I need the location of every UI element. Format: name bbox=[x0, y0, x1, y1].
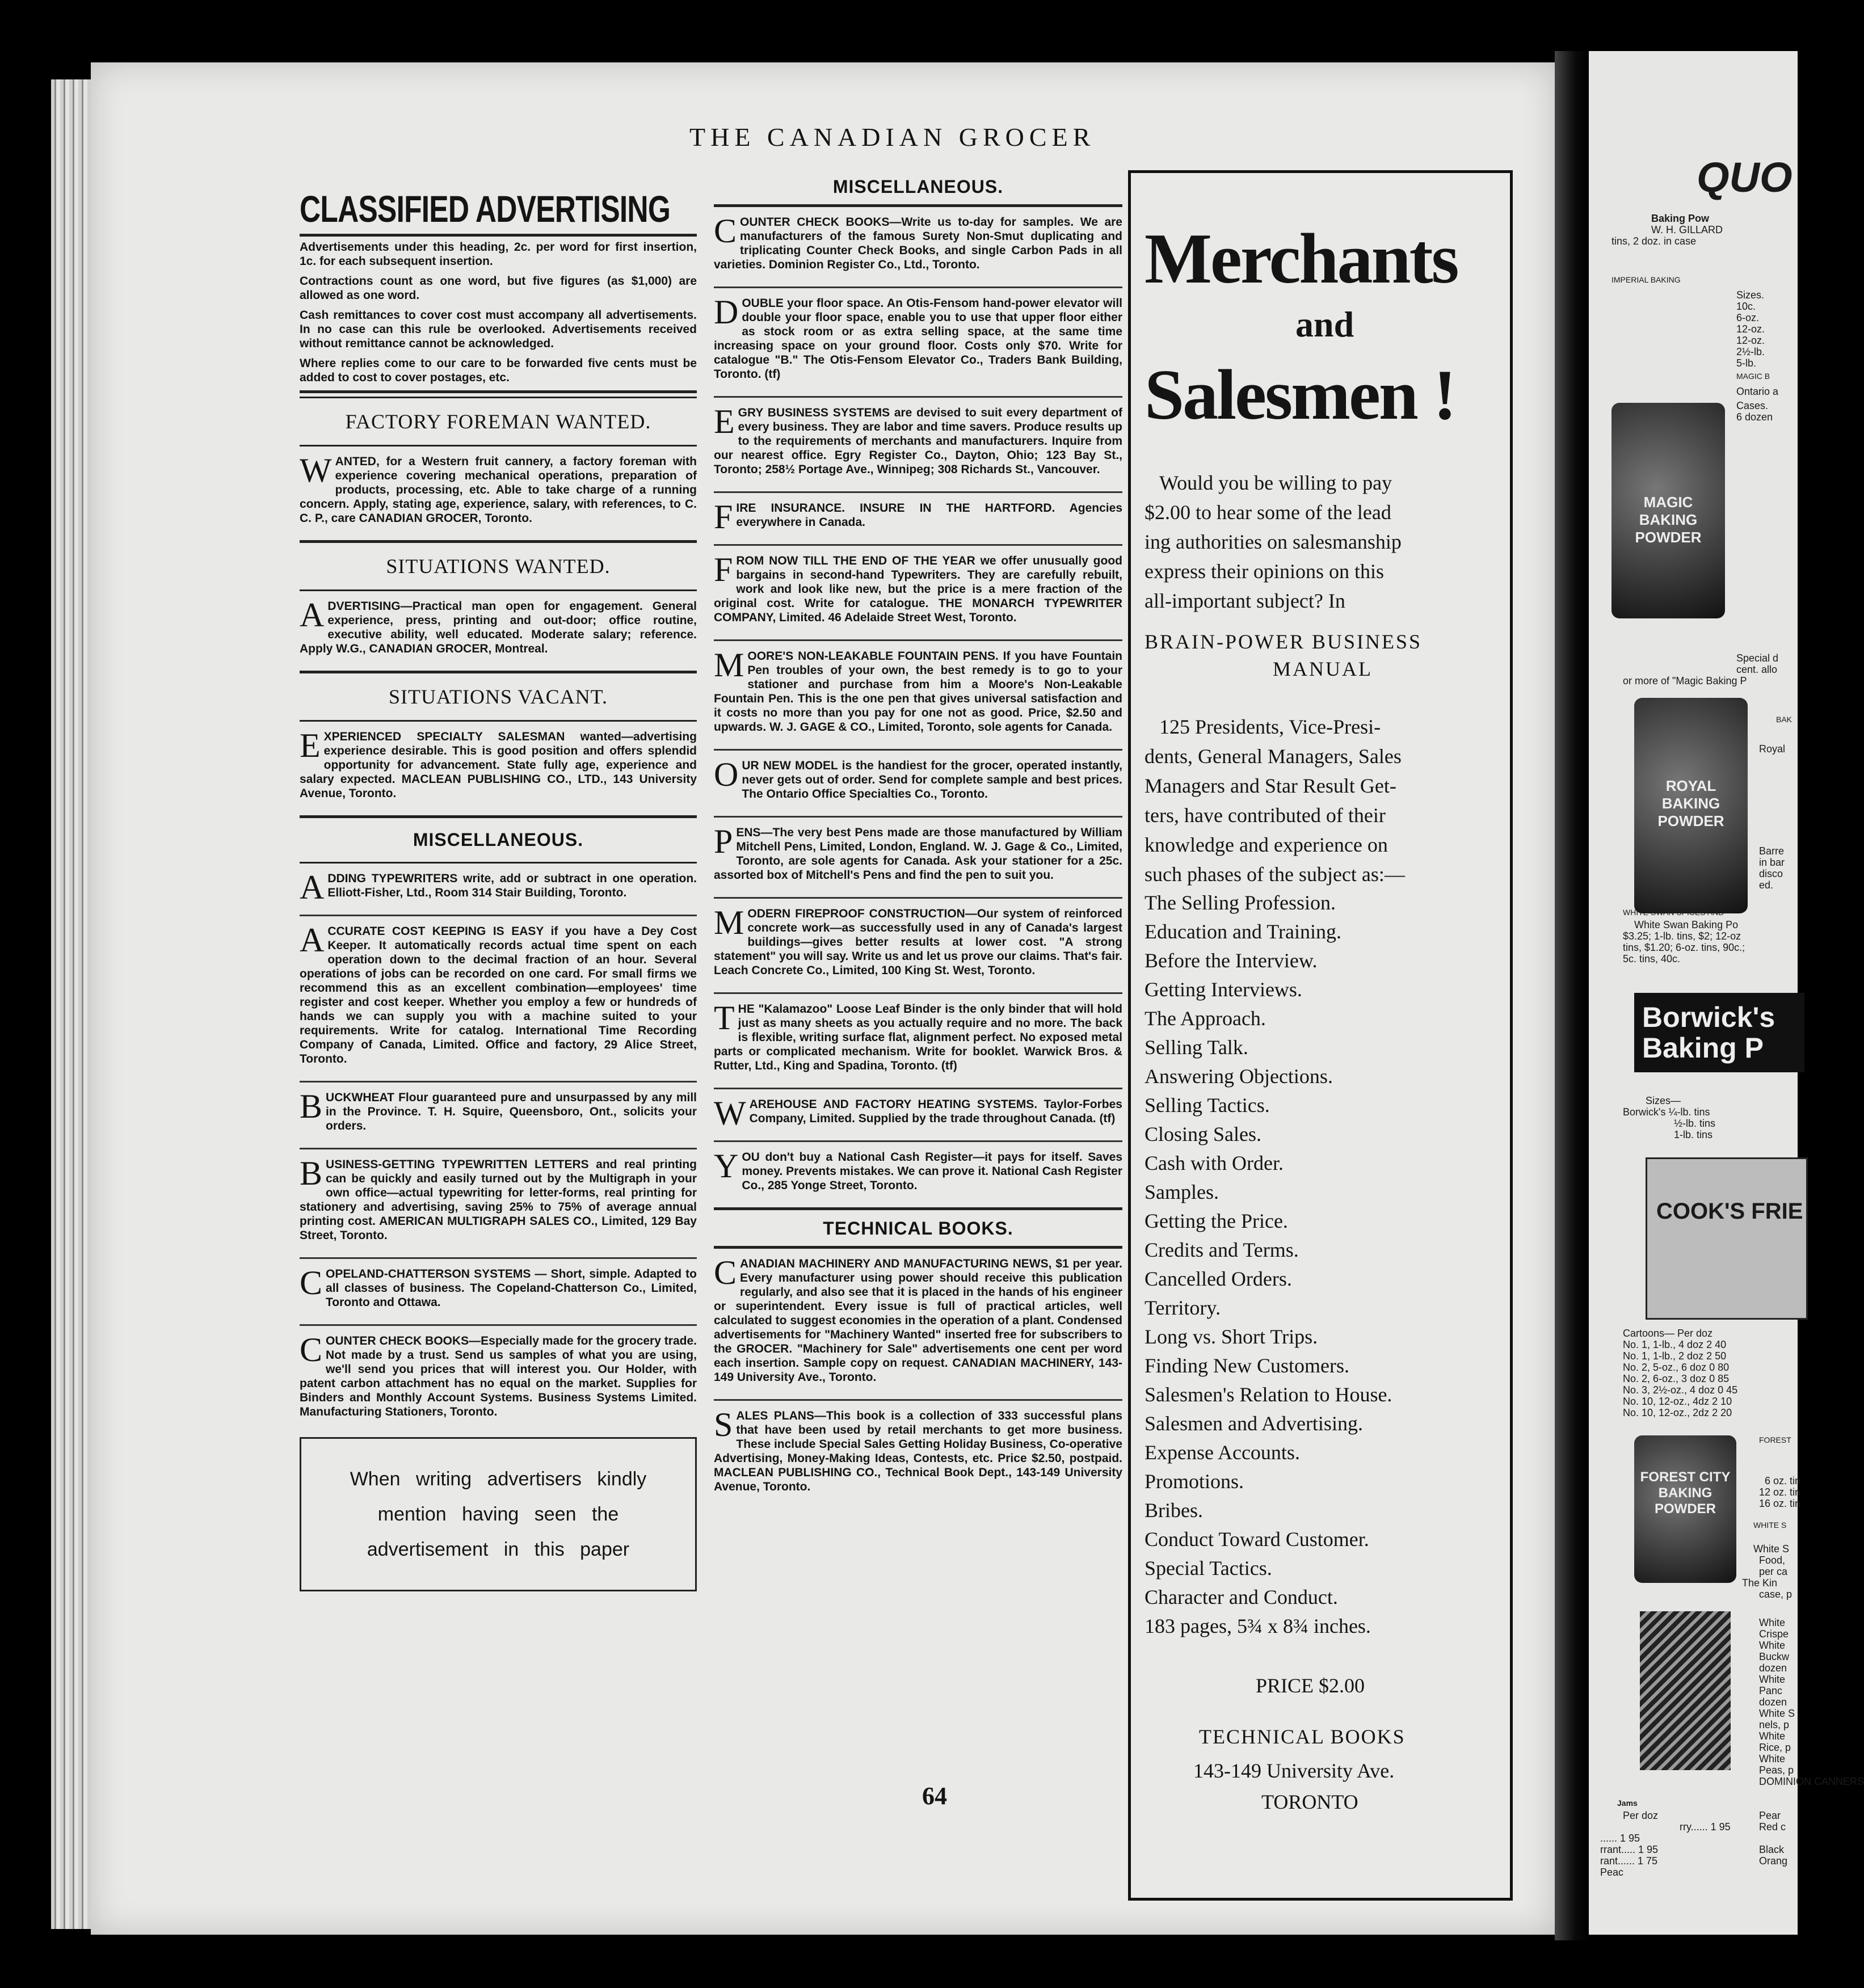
divider bbox=[300, 234, 697, 237]
ad-text: AREHOUSE AND FACTORY HEATING SYSTEMS. Taylor-Forbes Company, Limited. Supplied by the trade throughout Canada. (tf) bbox=[749, 1098, 1122, 1125]
topic-item: Selling Talk. bbox=[1145, 1036, 1248, 1059]
intro-paragraph: Contractions count as one word, but five figures (as $1,000) are allowed as one word. bbox=[300, 275, 697, 302]
price-line: Peac bbox=[1600, 1867, 1624, 1878]
topic-item: Conduct Toward Customer. bbox=[1145, 1528, 1369, 1551]
classified-ad bbox=[300, 727, 697, 807]
price-line: 12-oz. bbox=[1736, 335, 1765, 346]
classified-heading: CLASSIFIED ADVERTISING bbox=[300, 188, 671, 230]
miscellaneous-column bbox=[714, 173, 1122, 1509]
price-line: No. 10, 12-oz., 4dz 2 10 bbox=[1623, 1396, 1732, 1407]
topic-item: Answering Objections. bbox=[1145, 1065, 1333, 1088]
divider bbox=[300, 720, 697, 722]
section-heading: SITUATIONS VACANT. bbox=[388, 685, 608, 708]
cooks-friend-label: COOK'S FRIE bbox=[1656, 1199, 1803, 1224]
ad-title-and: and bbox=[1295, 304, 1354, 344]
royal-baking-powder-can bbox=[1634, 698, 1748, 913]
ad-text: ANTED, for a Western fruit cannery, a factory foreman with experience covering mechanical operations, preparation of products, processing, etc. Able to take charge of a running concern. Apply, stating age, experience, salary, with references, to C. C. P., care CANADIAN GROCER, Toronto. bbox=[300, 455, 697, 525]
divider bbox=[300, 390, 697, 393]
classified-ad bbox=[714, 1147, 1122, 1199]
price-line: Panc bbox=[1759, 1685, 1783, 1696]
drop-cap: B bbox=[300, 1155, 323, 1192]
ad-text: ENS—The very best Pens made are those manufactured by William Mitchell Pens, Limited, London, England. W. J. Gage & Co., Limited, Toronto, are sole agents for Canada. Ask your stationer for a 25c. assorted box of Mitchell's Pens and find the pen to suit you. bbox=[714, 826, 1122, 882]
classified-ad bbox=[714, 1406, 1122, 1501]
drop-cap: P bbox=[714, 823, 733, 860]
section-heading: FACTORY FOREMAN WANTED. bbox=[345, 410, 651, 433]
price-line: Peas, p bbox=[1759, 1764, 1794, 1776]
drop-cap: A bbox=[300, 596, 325, 634]
price-line: Barre bbox=[1759, 845, 1785, 857]
divider bbox=[714, 287, 1122, 288]
price-line: White bbox=[1759, 1730, 1786, 1742]
price-line: Special d bbox=[1736, 652, 1779, 664]
ad-text: OORE'S NON-LEAKABLE FOUNTAIN PENS. If you have Fountain Pen troubles of your own, the best remedy is to go to your stationer and purchase from him a Moore's Non-Leakable Fountain Pen. This is the one pen that gives universal satisfaction and it costs no more than you pay for one not as good. Price, $2.50 and upwards. W. J. GAGE & CO., Limited, Toronto, sole agents for Canada. bbox=[714, 650, 1122, 734]
topic-item: Salesmen's Relation to House. bbox=[1145, 1383, 1392, 1406]
ad-text: UCKWHEAT Flour guaranteed pure and unsurpassed by any mill in the Province. T. H. Squire, Queensboro, Ont., solicits your orders. bbox=[326, 1091, 697, 1132]
divider bbox=[300, 815, 697, 818]
topic-item: Credits and Terms. bbox=[1145, 1239, 1299, 1261]
divider bbox=[714, 204, 1122, 207]
price-line: tins, 2 doz. in case bbox=[1611, 235, 1697, 247]
advertiser-notice-box: When writing advertisers kindly mention having seen the advertisement in this paper bbox=[300, 1437, 697, 1591]
topic-item: Cancelled Orders. bbox=[1145, 1267, 1292, 1290]
ad-body-line: ters, have contributed of their bbox=[1145, 804, 1386, 827]
price-line: No. 2, 6-oz., 3 doz 0 85 bbox=[1623, 1373, 1730, 1384]
price-line: FOREST bbox=[1759, 1435, 1791, 1444]
classified-ad bbox=[300, 1157, 697, 1249]
divider bbox=[714, 544, 1122, 546]
divider bbox=[714, 816, 1122, 818]
drop-cap: C bbox=[300, 1264, 323, 1302]
classified-ad bbox=[714, 403, 1122, 483]
price-line: tins, $1.20; 6-oz. tins, 90c.; bbox=[1623, 942, 1745, 953]
ad-text: DVERTISING—Practical man open for engagement. General experience, press, printing and out-door; office routine, executive ability, well educated. Moderate salary; reference. Apply W.G., CANADIAN GROCER, Montreal. bbox=[300, 600, 697, 655]
topic-item: Long vs. Short Trips. bbox=[1145, 1325, 1318, 1348]
facing-page bbox=[1589, 51, 1864, 1935]
classified-ad bbox=[714, 498, 1122, 536]
price-line: Ontario a bbox=[1736, 386, 1779, 397]
price-line: No. 1, 1-lb., 2 doz 2 50 bbox=[1623, 1350, 1727, 1362]
topic-item: Character and Conduct. bbox=[1145, 1586, 1338, 1608]
classified-ad bbox=[300, 1264, 697, 1316]
ad-text: OUNTER CHECK BOOKS—Write us to-day for samples. We are manufacturers of the famous Surety Non-Smut duplicating and triplicating Counter Check Books, and single Carbon Pads in all varieties. Dominion Register Co., Ltd., Toronto. bbox=[714, 216, 1122, 271]
price-line: 6 dozen bbox=[1736, 411, 1773, 423]
price-line: rrant..... 1 95 bbox=[1600, 1844, 1659, 1855]
forest-city-baking-powder-can bbox=[1634, 1435, 1736, 1583]
divider bbox=[714, 992, 1122, 994]
can-label: ROYAL BAKING POWDER bbox=[1657, 777, 1724, 829]
facing-page-heading: QUO bbox=[1697, 154, 1793, 201]
ad-text: OUBLE your floor space. An Otis-Fensom hand-power elevator will double your floor space, enable you to use that upper floor either as stock room or as extra selling space, at the same time increasing space on your ground floor. Costs only $70. Write for catalogue "B." The Otis-Fensom Elevator Co., Traders Bank Building, Toronto. (tf) bbox=[714, 297, 1122, 381]
price-line: per ca bbox=[1759, 1566, 1788, 1577]
classified-ad bbox=[300, 1331, 697, 1426]
price-line: 5-lb. bbox=[1736, 357, 1757, 369]
price-line: White S bbox=[1759, 1708, 1795, 1719]
ad-text: ROM NOW TILL THE END OF THE YEAR we offer unusually good bargains in second-hand Typewriters. They are carefully rebuilt, work and look like new, but the price is a mere fraction of the original cost. Write for catalogue. THE MONARCH TYPEWRITER COMPANY, Limited. 46 Adelaide Street West, Toronto. bbox=[714, 554, 1122, 624]
ad-body-line: Managers and Star Result Get- bbox=[1145, 774, 1396, 797]
ad-text: HE "Kalamazoo" Loose Leaf Binder is the only binder that will hold just as many sheets as you actually require and no more. The back is flexible, writing surface flat, alignment perfect. No exposed metal parts or complicated mechanism. Write for booklet. Warwick Bros. & Rutter, Ltd., King and Spadina, Toronto. (tf) bbox=[714, 1003, 1122, 1072]
drop-cap: F bbox=[714, 551, 733, 588]
price-line: White bbox=[1759, 1674, 1786, 1685]
page-number: 64 bbox=[922, 1782, 947, 1810]
drop-cap: W bbox=[300, 452, 332, 489]
divider bbox=[714, 897, 1122, 899]
price-line: nels, p bbox=[1759, 1719, 1790, 1730]
price-line: Rice, p bbox=[1759, 1742, 1791, 1753]
ad-text: XPERIENCED SPECIALTY SALESMAN wanted—advertising experience desirable. This is good position and offers splendid opportunity for advancement. State fully age, experience and salary expected. MACLEAN PUBLISHING CO., LTD., 143 University Avenue, Toronto. bbox=[300, 730, 697, 800]
ad-text: CCURATE COST KEEPING IS EASY if you have a Dey Cost Keeper. It automatically records actual time spent on each operation down to the decimal fraction of an hour. Several operations of jobs can be recorded on one card. For small firms we recommend this as an excellent combination—employees' time register and cost keeper. Whether you employ a few or hundreds of hands we can supply you with a machine suited to your requirements. Write for catalog. International Time Recording Company of Canada, Limited. Office and factory, 29 Alice Street, Toronto. bbox=[300, 925, 697, 1065]
price-line: Jams bbox=[1617, 1799, 1638, 1808]
drop-cap: O bbox=[714, 756, 739, 793]
price-line: Borwick's ¼-lb. tins bbox=[1623, 1106, 1710, 1118]
divider bbox=[714, 491, 1122, 493]
price-line: 6-oz. bbox=[1736, 312, 1760, 323]
classified-ad bbox=[714, 1254, 1122, 1391]
price-line: No. 10, 12-oz., 2dz 2 20 bbox=[1623, 1407, 1732, 1418]
classified-ad bbox=[714, 551, 1122, 631]
drop-cap: C bbox=[714, 1254, 737, 1291]
price-line: White bbox=[1759, 1617, 1786, 1628]
classified-ad bbox=[300, 1090, 697, 1140]
topic-item: Getting Interviews. bbox=[1145, 978, 1302, 1001]
divider bbox=[300, 1324, 697, 1326]
classified-ad bbox=[714, 646, 1122, 741]
price-line: Cases. bbox=[1736, 400, 1769, 411]
classified-ad bbox=[714, 904, 1122, 984]
ad-body-line: all-important subject? In bbox=[1145, 589, 1345, 612]
drop-cap: C bbox=[714, 212, 737, 250]
divider bbox=[300, 397, 697, 398]
price-line: in bar bbox=[1759, 857, 1785, 868]
topic-item: Expense Accounts. bbox=[1145, 1441, 1300, 1464]
divider bbox=[714, 1088, 1122, 1089]
price-line: White Swan Baking Po bbox=[1634, 919, 1739, 930]
ad-body-line: ing authorities on salesmanship bbox=[1145, 530, 1402, 553]
classified-ad bbox=[300, 454, 697, 532]
book-title-line: BRAIN-POWER BUSINESS bbox=[1145, 630, 1423, 653]
price-line: Crispe bbox=[1759, 1628, 1789, 1640]
topic-item: 183 pages, 5¾ x 8¾ inches. bbox=[1145, 1615, 1371, 1637]
drop-cap: T bbox=[714, 999, 735, 1037]
price-line: Cartoons— Per doz bbox=[1623, 1328, 1713, 1339]
section-heading: MISCELLANEOUS. bbox=[413, 829, 584, 850]
ad-text: OUNTER CHECK BOOKS—Especially made for the grocery trade. Not made by a trust. Send us samples of what you are using, we'll send you prices that will interest you. Our Holder, with patent carbon attachment has no equal on the market. Supplies for Binders and Monthly Account Systems. Business Systems Limited. Manufacturing Stationers, Toronto. bbox=[300, 1334, 697, 1418]
divider bbox=[300, 445, 697, 447]
intro-paragraph: Advertisements under this heading, 2c. per word for first insertion, 1c. for each subsequent insertion. bbox=[300, 241, 697, 268]
price-line: Royal bbox=[1759, 743, 1786, 755]
divider bbox=[300, 589, 697, 591]
ad-body-line: such phases of the subject as:— bbox=[1145, 863, 1405, 886]
price-line: rant...... 1 75 bbox=[1600, 1855, 1658, 1867]
drop-cap: M bbox=[714, 646, 744, 684]
drop-cap: W bbox=[714, 1094, 746, 1132]
price-line: $3.25; 1-lb. tins, $2; 12-oz bbox=[1623, 930, 1741, 942]
product-illustration bbox=[1640, 1611, 1731, 1770]
ad-address-line: TECHNICAL BOOKS bbox=[1199, 1725, 1406, 1748]
cooks-friend-box bbox=[1646, 1157, 1808, 1320]
ad-body-line: knowledge and experience on bbox=[1145, 833, 1388, 856]
divider bbox=[714, 1140, 1122, 1142]
topic-item: Territory. bbox=[1145, 1296, 1221, 1319]
ad-text: UR NEW MODEL is the handiest for the grocer, operated instantly, never gets out of order. Send for complete sample and best prices. The Ontario Office Specialties Co., Toronto. bbox=[742, 759, 1122, 801]
magic-baking-powder-can bbox=[1611, 403, 1725, 618]
drop-cap: M bbox=[714, 904, 744, 941]
divider bbox=[714, 749, 1122, 751]
divider bbox=[300, 540, 697, 543]
price-line: Food, bbox=[1759, 1555, 1786, 1566]
divider bbox=[300, 671, 697, 673]
topic-item: Samples. bbox=[1145, 1181, 1219, 1203]
classified-ad bbox=[714, 293, 1122, 388]
topic-item: The Selling Profession. bbox=[1145, 891, 1336, 914]
price-line: 10c. bbox=[1736, 301, 1756, 312]
price-line: BAK bbox=[1776, 715, 1793, 724]
ad-text: OU don't buy a National Cash Register—it pays for itself. Saves money. Prevents mistakes. We can prove it. National Cash Register Co., 285 Yonge Street, Toronto. bbox=[742, 1151, 1122, 1192]
borwicks-logo bbox=[1634, 993, 1804, 1072]
drop-cap: A bbox=[300, 921, 325, 959]
price-line: Per doz bbox=[1623, 1810, 1659, 1821]
topic-item: Cash with Order. bbox=[1145, 1152, 1284, 1174]
book-page-edges bbox=[51, 79, 96, 1929]
classified-ad bbox=[714, 825, 1122, 889]
price-line: disco bbox=[1759, 868, 1783, 879]
ad-title-merchants: Merchants bbox=[1145, 220, 1458, 298]
ad-body-line: express their opinions on this bbox=[1145, 560, 1384, 583]
ad-text: USINESS-GETTING TYPEWRITTEN LETTERS and real printing can be quickly and easily turned out by the Multigraph in your own office—actual typewriting for letter-forms, real printing for stationery and advertising, saving 25% to 75% of average annual printing cost. AMERICAN MULTIGRAPH SALES CO., Limited, 129 Bay Street, Toronto. bbox=[300, 1158, 697, 1242]
topic-item: Special Tactics. bbox=[1145, 1557, 1272, 1580]
price-line: ½-lb. tins bbox=[1674, 1118, 1716, 1129]
ad-text: DDING TYPEWRITERS write, add or subtract in one operation. Elliott-Fisher, Ltd., Room 314 Stair Building, Toronto. bbox=[327, 872, 697, 899]
price-line: 12 oz. tin bbox=[1759, 1486, 1801, 1498]
classified-ad bbox=[300, 871, 697, 907]
borwicks-logo-text: Borwick's Baking P bbox=[1642, 1001, 1775, 1064]
ad-text: OPELAND-CHATTERSON SYSTEMS — Short, simple. Adapted to all classes of business. The Copeland-Chatterson Co., Limited, Toronto and Ottawa. bbox=[326, 1267, 697, 1309]
divider bbox=[300, 1148, 697, 1149]
intro-paragraph: Where replies come to our care to be forwarded five cents must be added to cost to cover postages, etc. bbox=[300, 357, 697, 384]
price-line: Baking Pow bbox=[1651, 213, 1710, 224]
section-heading: TECHNICAL BOOKS. bbox=[823, 1218, 1013, 1239]
price-line: No. 1, 1-lb., 4 doz 2 40 bbox=[1623, 1339, 1727, 1350]
classified-ad bbox=[714, 999, 1122, 1080]
book-spine bbox=[1555, 51, 1589, 1940]
price-line: ed. bbox=[1759, 879, 1774, 891]
classified-ad bbox=[714, 1094, 1122, 1132]
ad-price: PRICE $2.00 bbox=[1256, 1674, 1365, 1697]
ad-address-line: 143-149 University Ave. bbox=[1193, 1759, 1395, 1782]
topic-item: Salesmen and Advertising. bbox=[1145, 1412, 1363, 1435]
price-line: MAGIC B bbox=[1736, 372, 1770, 381]
drop-cap: B bbox=[300, 1088, 323, 1125]
topic-item: Finding New Customers. bbox=[1145, 1354, 1350, 1377]
classified-ad bbox=[300, 921, 697, 1073]
topic-item: Selling Tactics. bbox=[1145, 1094, 1270, 1117]
topic-item: Closing Sales. bbox=[1145, 1123, 1262, 1145]
topic-item: Education and Training. bbox=[1145, 920, 1341, 943]
divider bbox=[714, 396, 1122, 398]
can-label: MAGIC BAKING POWDER bbox=[1635, 494, 1702, 546]
classified-ad bbox=[714, 756, 1122, 808]
drop-cap: E bbox=[714, 403, 735, 440]
drop-cap: Y bbox=[714, 1147, 739, 1185]
ad-body-line: dents, General Managers, Sales bbox=[1145, 745, 1402, 768]
price-line: dozen bbox=[1759, 1662, 1787, 1674]
drop-cap: C bbox=[300, 1331, 323, 1368]
price-line: DOMINION CANNERS bbox=[1759, 1776, 1864, 1787]
ad-title-salesmen: Salesmen ! bbox=[1145, 356, 1455, 435]
running-header: THE CANADIAN GROCER bbox=[689, 123, 1096, 151]
price-line: Sizes— bbox=[1646, 1095, 1681, 1106]
price-line: White bbox=[1759, 1640, 1786, 1651]
price-line: Sizes. bbox=[1736, 289, 1765, 301]
price-line: Black bbox=[1759, 1844, 1785, 1855]
divider bbox=[714, 1399, 1122, 1401]
drop-cap: A bbox=[300, 869, 325, 906]
price-line: Red c bbox=[1759, 1821, 1786, 1833]
classified-column bbox=[300, 187, 697, 1591]
price-line: No. 3, 2½-oz., 4 doz 0 45 bbox=[1623, 1384, 1738, 1396]
drop-cap: E bbox=[300, 727, 321, 764]
divider bbox=[714, 1246, 1122, 1249]
ad-text: GRY BUSINESS SYSTEMS are devised to suit every department of every business. They are labor and time savers. Produce results up to the requirements of merchants and manufacturers. Inquire from our nearest office. Egry Register Co., Dayton, Ohio; 123 Bay St., Toronto; 258½ Portage Ave., Winnipeg; 308 Richards St., Vancouver. bbox=[714, 406, 1122, 476]
classified-ad bbox=[300, 596, 697, 663]
topic-item: The Approach. bbox=[1145, 1007, 1266, 1030]
price-line: W. H. GILLARD bbox=[1651, 224, 1723, 235]
price-line: 12-oz. bbox=[1736, 323, 1765, 335]
price-line: White S bbox=[1753, 1543, 1790, 1555]
price-line: Orang bbox=[1759, 1855, 1788, 1867]
ad-text: ANADIAN MACHINERY AND MANUFACTURING NEWS, $1 per year. Every manufacturer using power should receive this publication regularly, and also see that it is placed in the hands of his engineer or superintendent. Every issue is full of practical articles, well calculated to suggest economies in the operation of a plant. Condensed advertisements for "Machinery Wanted" inserted free for subscribers to the GROCER. "Machinery for Sale" advertisements one cent per word each insertion. Sample copy on request. CANADIAN MACHINERY, 143-149 University Ave., Toronto. bbox=[714, 1257, 1122, 1384]
brain-power-manual-ad bbox=[1128, 170, 1513, 1901]
ad-text: ALES PLANS—This book is a collection of 333 successful plans that have been used by retail merchants to get more business. These include Special Sales Getting Holiday Business, Co-operative Advertising, Money-Making Ideas, Contests, etc. Price $2.50, postpaid. MACLEAN PUBLISHING CO., Technical Book Dept., 143-149 University Avenue, Toronto. bbox=[714, 1409, 1122, 1493]
intro-paragraph: Cash remittances to cover cost must accompany all advertisements. In no case can this rule be overlooked. Advertisements received without remittance cannot be acknowledged. bbox=[300, 309, 697, 350]
classified-intro bbox=[300, 240, 697, 385]
section-heading: MISCELLANEOUS. bbox=[832, 176, 1004, 197]
price-line: 5c. tins, 40c. bbox=[1623, 953, 1681, 964]
ad-body-line: Would you be willing to pay bbox=[1159, 471, 1392, 494]
price-line: WHITE SWAN SPICES AND bbox=[1623, 908, 1724, 917]
price-line: White bbox=[1759, 1753, 1786, 1764]
price-line: or more of "Magic Baking P bbox=[1623, 675, 1747, 686]
section-heading: SITUATIONS WANTED. bbox=[386, 555, 611, 578]
divider bbox=[714, 1207, 1122, 1210]
ad-text: IRE INSURANCE. INSURE IN THE HARTFORD. Agencies everywhere in Canada. bbox=[736, 502, 1122, 529]
price-line: Pear bbox=[1759, 1810, 1781, 1821]
can-label: FOREST CITY BAKING POWDER bbox=[1640, 1469, 1731, 1517]
book-title-line: MANUAL bbox=[1273, 658, 1373, 680]
divider bbox=[714, 639, 1122, 641]
price-line: cent. allo bbox=[1736, 664, 1778, 675]
price-line: No. 2, 5-oz., 6 doz 0 80 bbox=[1623, 1362, 1730, 1373]
drop-cap: D bbox=[714, 293, 739, 331]
price-line: case, p bbox=[1759, 1589, 1793, 1600]
divider bbox=[300, 1257, 697, 1259]
divider bbox=[300, 862, 697, 864]
topic-item: Before the Interview. bbox=[1145, 949, 1318, 972]
price-line: rry...... 1 95 bbox=[1680, 1821, 1731, 1833]
ad-body-line: $2.00 to hear some of the lead bbox=[1145, 501, 1391, 524]
price-line: dozen bbox=[1759, 1696, 1787, 1708]
divider bbox=[300, 915, 697, 916]
topic-item: Bribes. bbox=[1145, 1499, 1203, 1522]
classified-ad bbox=[714, 212, 1122, 279]
price-line: 1-lb. tins bbox=[1674, 1129, 1713, 1140]
drop-cap: S bbox=[714, 1406, 733, 1443]
price-line: The Kin bbox=[1742, 1577, 1778, 1589]
price-line: 6 oz. tin bbox=[1765, 1475, 1801, 1486]
topic-item: Getting the Price. bbox=[1145, 1210, 1288, 1232]
price-line: IMPERIAL BAKING bbox=[1611, 275, 1681, 284]
topic-item: Promotions. bbox=[1145, 1470, 1244, 1493]
price-line: ...... 1 95 bbox=[1600, 1833, 1640, 1844]
drop-cap: F bbox=[714, 498, 733, 536]
price-line: Buckw bbox=[1759, 1651, 1790, 1662]
divider bbox=[300, 1081, 697, 1083]
ad-body-line: 125 Presidents, Vice-Presi- bbox=[1159, 715, 1381, 738]
price-line: 2½-lb. bbox=[1736, 346, 1765, 357]
ad-address-line: TORONTO bbox=[1261, 1791, 1358, 1813]
price-line: WHITE S bbox=[1753, 1521, 1787, 1530]
price-line: 16 oz. tin bbox=[1759, 1498, 1801, 1509]
ad-text: ODERN FIREPROOF CONSTRUCTION—Our system of reinforced concrete work—as successfully used in any of Canada's largest buildings—gives better results at lower cost. "A strong statement" you will say. Write us and let us prove our claims. That's fair. Leach Concrete Co., Limited, 100 King St. West, Toronto. bbox=[714, 907, 1122, 977]
